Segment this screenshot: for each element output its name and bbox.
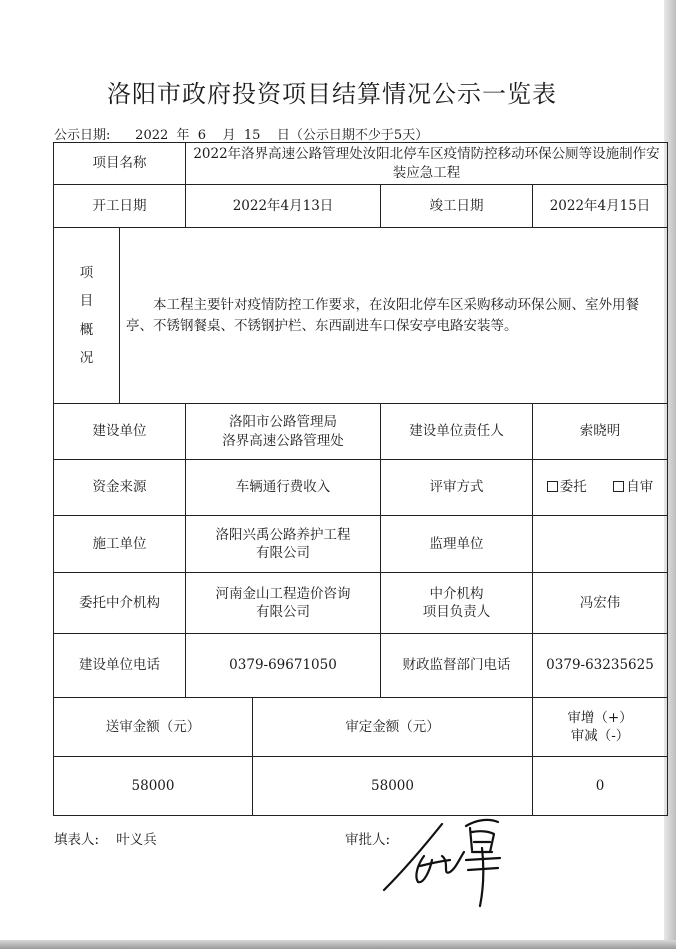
row-amount-headers (54, 698, 668, 757)
page-edge-shadow-bottom (0, 940, 676, 949)
diff-amount-value: 0 (533, 757, 668, 816)
diff-amount-label (533, 698, 668, 757)
contractor-line: 洛阳兴禹公路养护工程 (215, 526, 351, 543)
row-summary (54, 228, 668, 404)
publication-date-line: 公示日期: 2022 年 6 月 15 日（公示日期不少于5天） (54, 128, 429, 143)
builder-phone-value: 0379-69671050 (186, 634, 381, 698)
finance-phone-value: 0379-63235625 (533, 634, 668, 698)
contractor-line: 有限公司 (256, 545, 310, 561)
finance-phone-label: 财政监督部门电话 (381, 634, 533, 698)
row-agency (54, 573, 668, 634)
approved-amount-label: 审定金额（元） (253, 698, 533, 757)
agency-line: 河南金山工程造价咨询 (215, 585, 351, 602)
agency-head-label-line: 项目负责人 (422, 604, 491, 620)
agency-head-label-line: 中介机构 (429, 585, 484, 602)
checkbox-self-review[interactable] (613, 481, 624, 492)
review-options (533, 460, 668, 516)
diff-label-line: 审减（-） (570, 728, 630, 744)
submitted-amount-label: 送审金额（元） (54, 698, 253, 757)
agency-line: 有限公司 (256, 604, 310, 620)
contractor-label: 施工单位 (54, 516, 186, 573)
builder-head-value: 索晓明 (533, 404, 668, 460)
supervisor-value (533, 516, 668, 573)
agency-value (186, 573, 381, 634)
fund-label: 资金来源 (54, 460, 186, 516)
project-summary-label (54, 228, 120, 404)
row-dates (54, 185, 668, 228)
start-date-value: 2022年4月13日 (186, 185, 381, 228)
end-date-label: 竣工日期 (381, 185, 533, 228)
project-name-value: 2022年洛界高速公路管理处汝阳北停车区疫情防控移动环保公厕等设施制作安装应急工程 (186, 143, 668, 185)
row-funding (54, 460, 668, 516)
row-amount-values (54, 757, 668, 816)
builder-phone-label: 建设单位电话 (54, 634, 186, 698)
builder-label: 建设单位 (54, 404, 186, 460)
summary-label-char: 目 (79, 293, 94, 310)
agency-label: 委托中介机构 (54, 573, 186, 634)
submitted-amount-value: 58000 (54, 757, 253, 816)
document-title: 洛阳市政府投资项目结算情况公示一览表 (107, 80, 557, 108)
contractor-value (186, 516, 381, 573)
approver-label: 审批人: (345, 832, 391, 848)
supervisor-label: 监理单位 (381, 516, 533, 573)
settlement-table (53, 142, 668, 816)
row-project-name (54, 143, 668, 185)
approver-signature (380, 800, 510, 912)
review-label: 评审方式 (381, 460, 533, 516)
approved-amount-value: 58000 (253, 757, 533, 816)
agency-head-label (381, 573, 533, 634)
project-name-label: 项目名称 (54, 143, 186, 185)
fund-value: 车辆通行费收入 (186, 460, 381, 516)
agency-head-value: 冯宏伟 (533, 573, 668, 634)
summary-label-char: 概 (79, 321, 94, 338)
project-summary-text: 本工程主要针对疫情防控工作要求，在汝阳北停车区采购移动环保公厕、室外用餐亭、不锈钢餐桌、不锈钢护栏、东西副进车口保安亭电路安装等。 (120, 228, 668, 404)
diff-label-line: 审增（+） (567, 709, 633, 726)
row-contractor (54, 516, 668, 573)
row-phones (54, 634, 668, 698)
start-date-label: 开工日期 (54, 185, 186, 228)
row-builder (54, 404, 668, 460)
summary-label-char: 况 (79, 349, 94, 366)
builder-value (186, 404, 381, 460)
builder-head-label: 建设单位责任人 (381, 404, 533, 460)
review-option-commissioned: 委托 (559, 479, 587, 496)
summary-label-char: 项 (79, 264, 94, 281)
builder-line: 洛阳市公路管理局 (229, 414, 337, 431)
end-date-value: 2022年4月15日 (533, 185, 668, 228)
filler-line: 填表人: 叶义兵 (54, 832, 157, 848)
review-option-self-review: 自审 (626, 479, 654, 496)
checkbox-commissioned[interactable] (547, 481, 558, 492)
builder-line: 洛界高速公路管理处 (222, 432, 344, 449)
